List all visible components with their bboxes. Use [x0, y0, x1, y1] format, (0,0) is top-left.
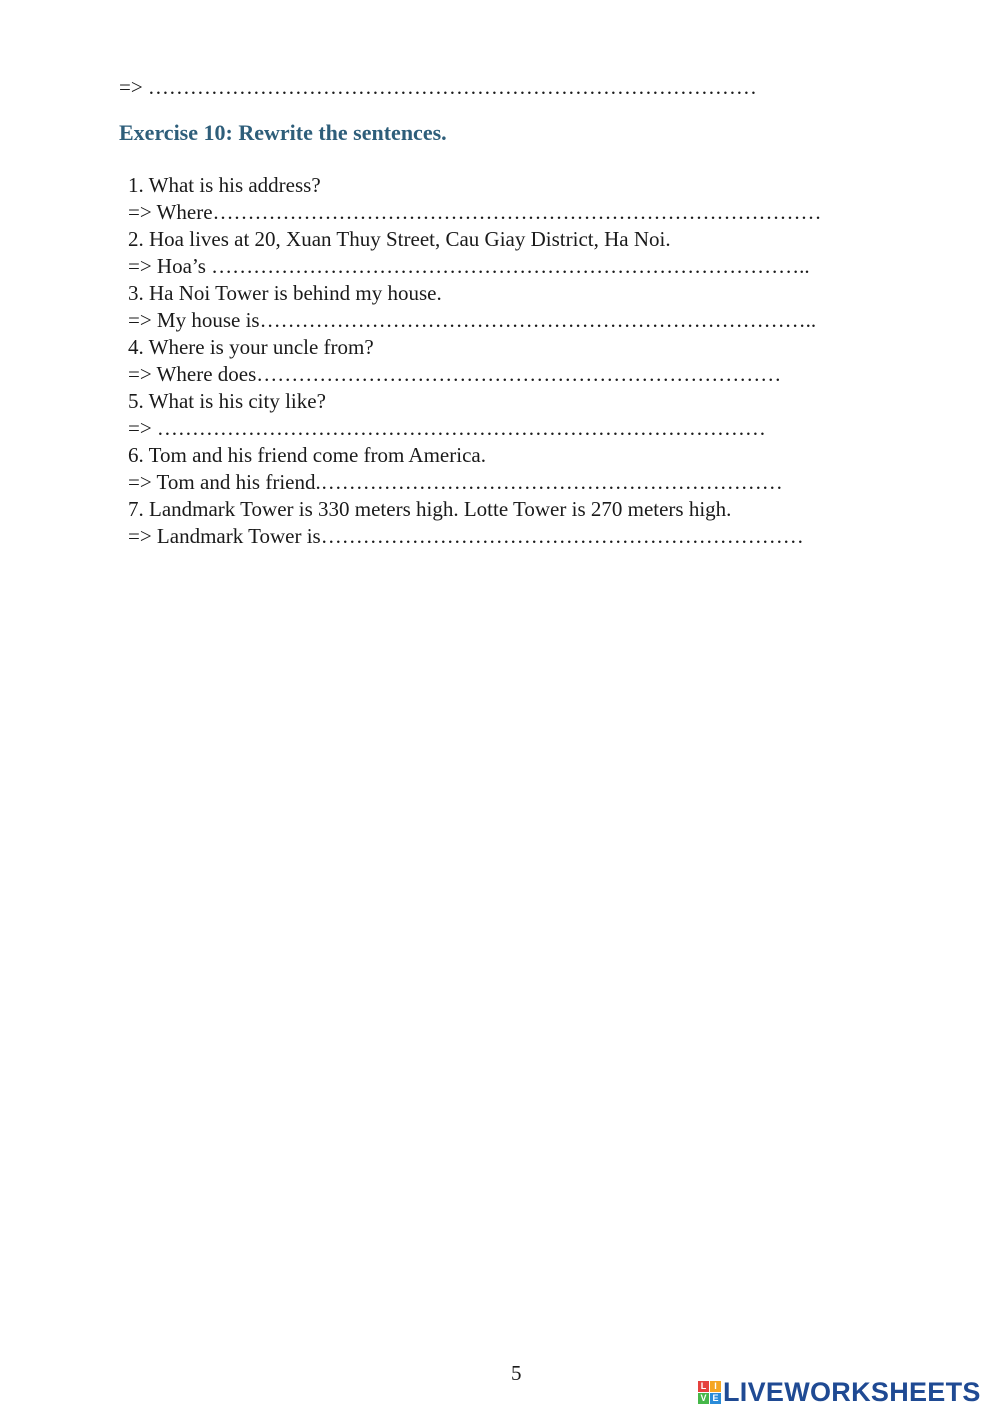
- answer-line-4: => Where does…………………………………………………………………: [128, 362, 782, 386]
- question-5: 5. What is his city like?: [128, 389, 326, 413]
- page-number: 5: [511, 1361, 522, 1385]
- liveworksheets-logo: [698, 1377, 981, 1407]
- liveworksheets-logo-mark-icon: [698, 1381, 721, 1404]
- exercise-items: [128, 172, 822, 550]
- answer-line-5: => ……………………………………………………………………………: [128, 416, 766, 440]
- logo-text: LIVEWORKSHEETS: [723, 1377, 981, 1407]
- question-3: 3. Ha Noi Tower is behind my house.: [128, 281, 442, 305]
- logo-mark-letter-l: L: [698, 1381, 709, 1392]
- previous-exercise-answer-line: => ……………………………………………………………………………: [119, 75, 757, 99]
- logo-mark-letter-v: V: [698, 1393, 709, 1404]
- exercise-title: Exercise 10: Rewrite the sentences.: [119, 120, 447, 145]
- question-6: 6. Tom and his friend come from America.: [128, 443, 486, 467]
- question-1: 1. What is his address?: [128, 173, 321, 197]
- answer-line-1: => Where……………………………………………………………………………: [128, 200, 822, 224]
- question-2: 2. Hoa lives at 20, Xuan Thuy Street, Cau Giay District, Ha Noi.: [128, 227, 671, 251]
- answer-line-3: => My house is……………………………………………………………………..: [128, 308, 817, 332]
- question-4: 4. Where is your uncle from?: [128, 335, 374, 359]
- answer-line-7: => Landmark Tower is……………………………………………………………: [128, 524, 804, 548]
- question-7: 7. Landmark Tower is 330 meters high. Lotte Tower is 270 meters high.: [128, 497, 732, 521]
- logo-mark-letter-e: E: [710, 1393, 721, 1404]
- answer-line-2: => Hoa’s …………………………………………………………………………..: [128, 254, 810, 278]
- answer-line-6: => Tom and his friend.…………………………………………………………: [128, 470, 783, 494]
- logo-mark-letter-i: I: [710, 1381, 721, 1392]
